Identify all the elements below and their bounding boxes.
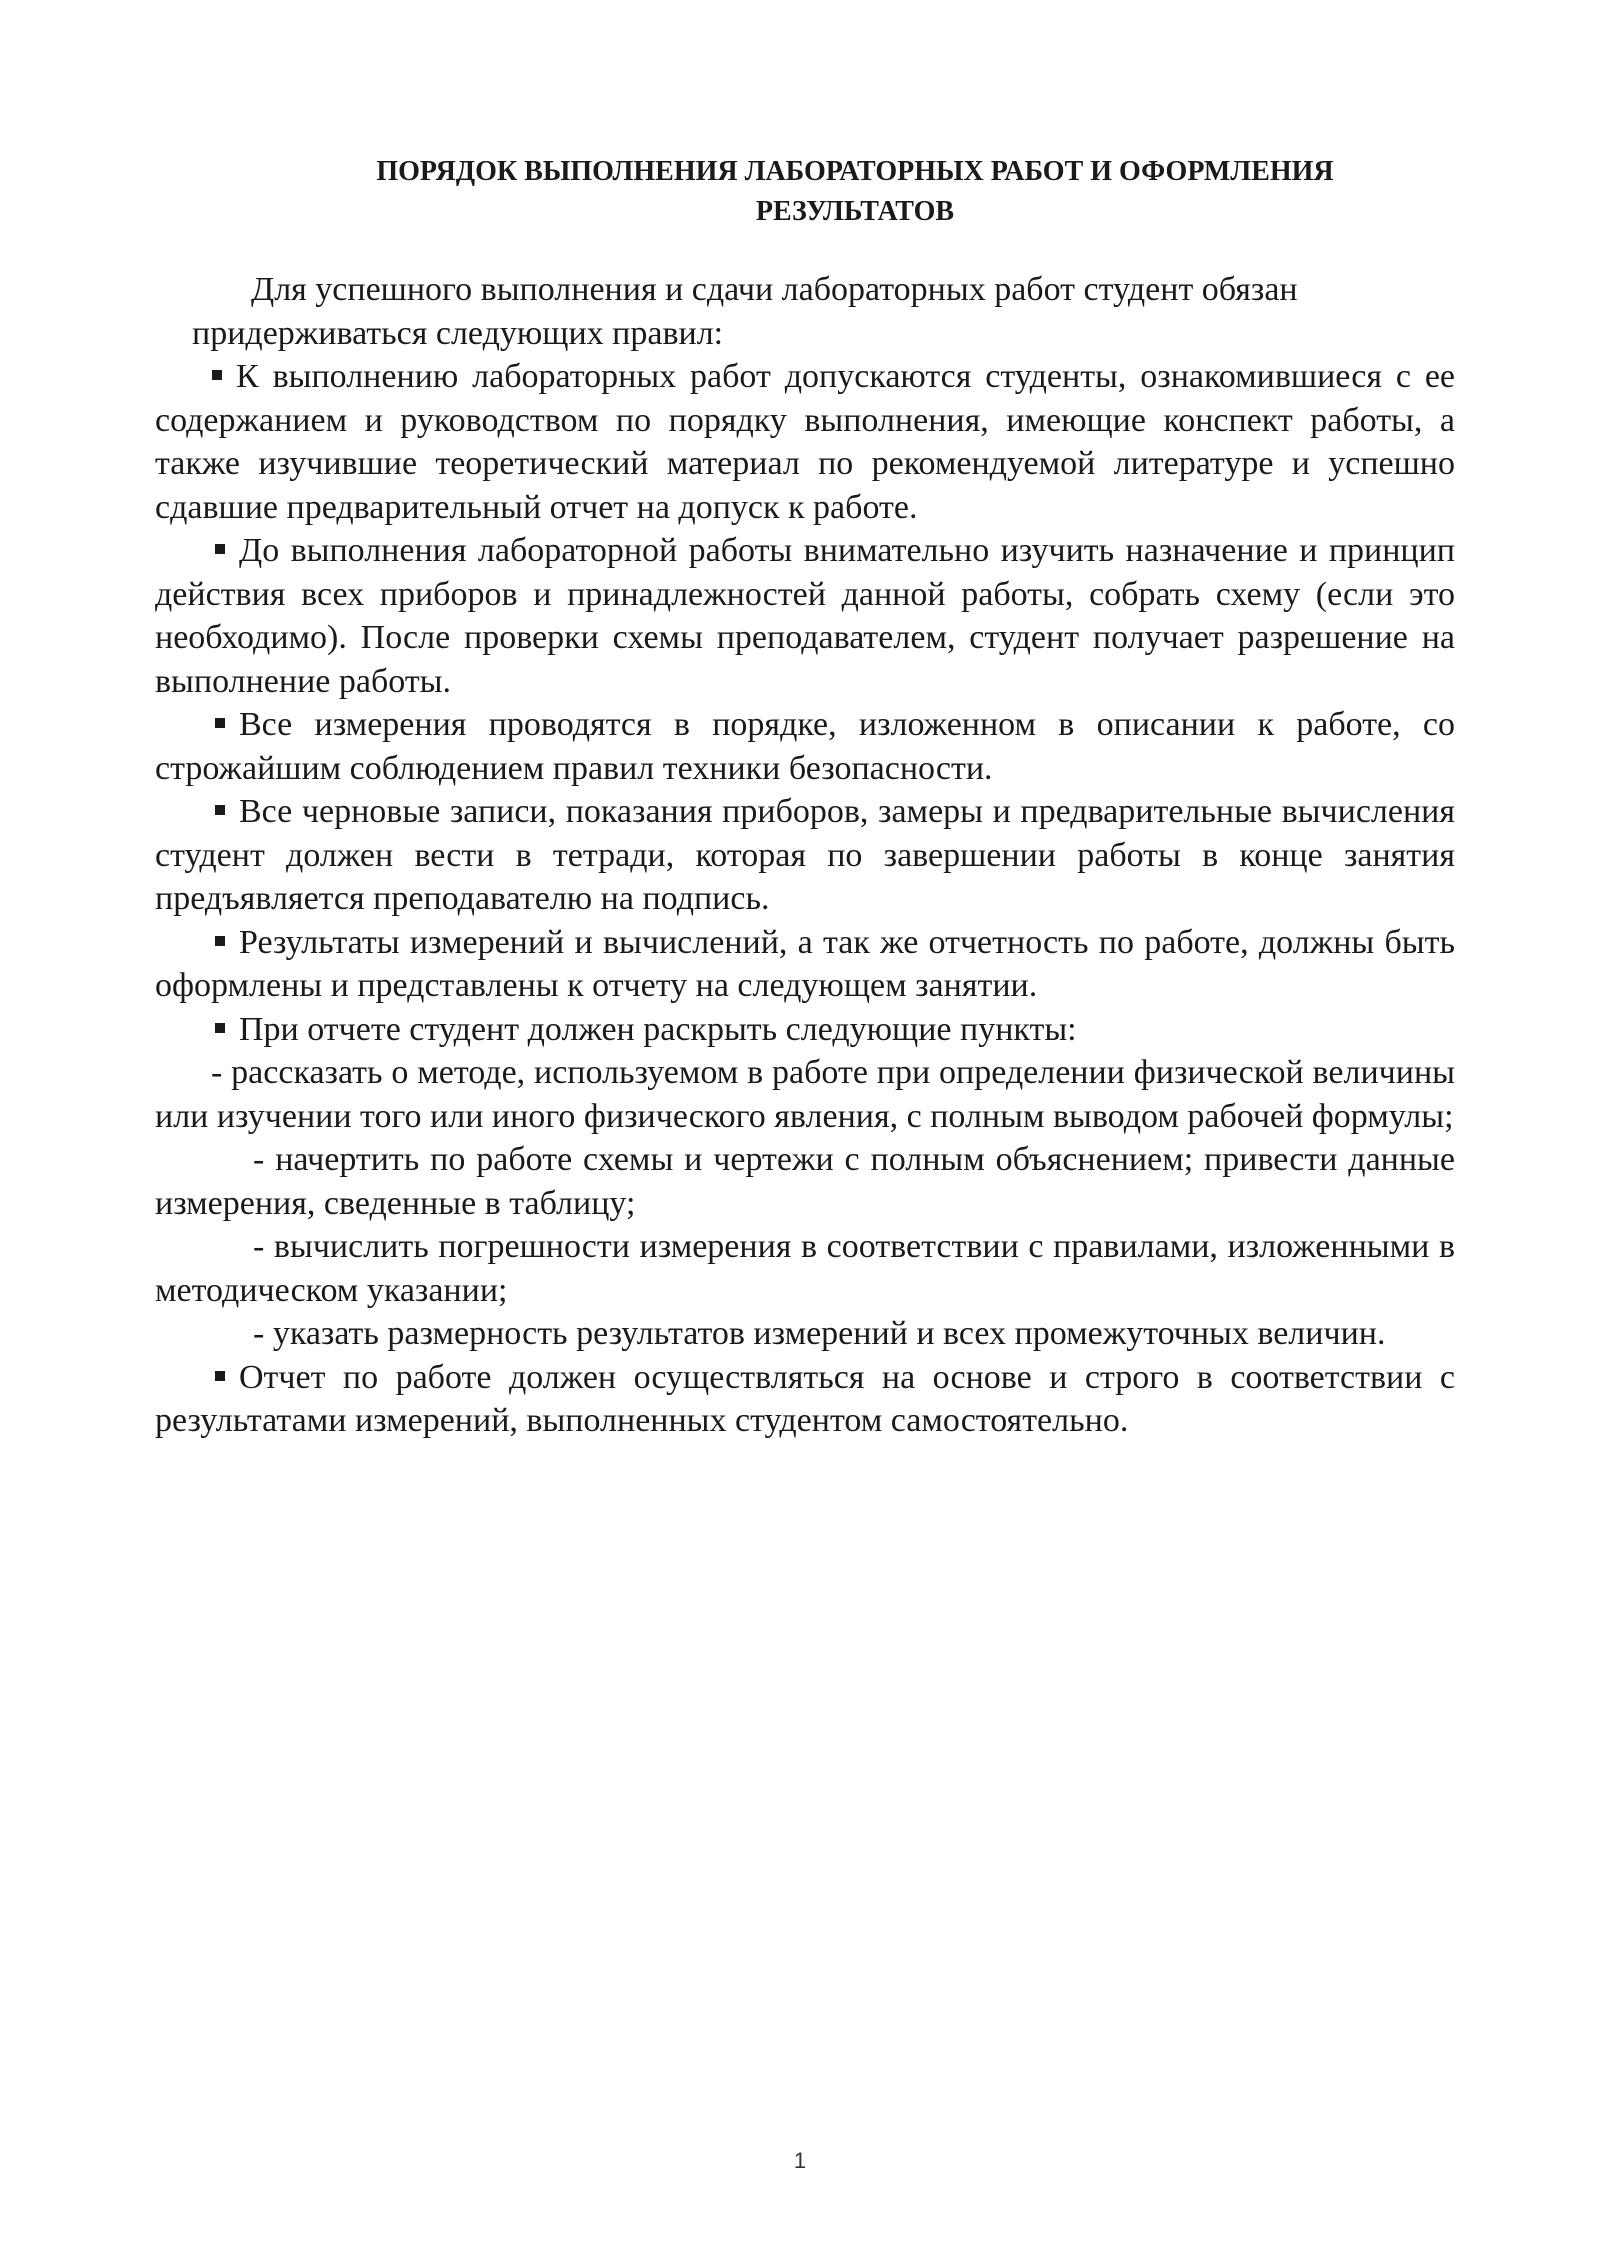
page-title — [150, 152, 1450, 232]
square-bullet-icon — [215, 805, 225, 815]
title-line-1: ПОРЯДОК ВЫПОЛНЕНИЯ ЛАБОРАТОРНЫХ РАБОТ И ОФОРМЛЕНИЯ — [376, 156, 1334, 187]
square-bullet-icon — [212, 370, 222, 380]
square-bullet-icon — [215, 718, 225, 728]
rule-item — [155, 1008, 1455, 1052]
page-number: 1 — [793, 2148, 807, 2173]
intro-paragraph-tail — [155, 312, 1455, 356]
final-rule-text: Отчет по работе должен осуществляться на основе и строго в соответствии с результатами измерений, выполненных студентом самостоятельно. — [155, 1358, 1455, 1439]
report-item — [155, 1312, 1455, 1356]
intro-line-2: придерживаться следующих правил: — [192, 314, 724, 352]
square-bullet-icon — [215, 1023, 225, 1033]
rule-text: При отчете студент должен раскрыть следующие пункты: — [239, 1010, 1077, 1048]
rule-item — [155, 529, 1455, 703]
report-item-text: - указать размерность результатов измерений и всех промежуточных величин. — [253, 1315, 1386, 1352]
report-item — [155, 1051, 1455, 1138]
rule-text: К выполнению лабораторных работ допускаются студенты, ознакомившиеся с ее содержанием и руководством по порядку выполнения, имеющие конспект работы, а также изучившие теоретический материал по рекомендуемой литературе и успешно сдавшие предварительный отчет на допуск к работе. — [155, 358, 1455, 526]
report-item — [155, 1225, 1455, 1312]
rule-text: Все измерения проводятся в порядке, изложенном в описании к работе, со строжайшим соблюдением правил техники безопасности. — [155, 706, 1455, 787]
square-bullet-icon — [215, 936, 225, 946]
rule-text: До выполнения лабораторной работы внимательно изучить назначение и принцип действия всех приборов и принадлежностей данной работы, собрать схему (если это необходимо). После проверки схемы преподавателем, студент получает разрешение на выполнение работы. — [155, 532, 1455, 700]
document-body — [155, 268, 1455, 1443]
rule-item — [155, 790, 1455, 921]
square-bullet-icon — [215, 1371, 225, 1381]
final-rule-item — [155, 1356, 1455, 1443]
rule-item — [155, 703, 1455, 790]
report-item-text: - начертить по работе схемы и чертежи с полным объяснением; привести данные измерения, сведенные в таблицу; — [155, 1141, 1455, 1222]
square-bullet-icon — [215, 544, 225, 554]
report-item — [155, 1138, 1455, 1225]
rule-item — [155, 921, 1455, 1008]
report-item-text: - вычислить погрешности измерения в соответствии с правилами, изложенными в методическом указании; — [155, 1228, 1455, 1309]
report-item-text: - рассказать о методе, используемом в работе при определении физической величины или изучении того или иного физического явления, с полным выводом рабочей формулы; — [155, 1054, 1455, 1135]
intro-line-1: Для успешного выполнения и сдачи лабораторных работ студент обязан — [251, 271, 1298, 308]
rule-item — [155, 355, 1455, 529]
intro-paragraph — [155, 268, 1455, 312]
title-line-2: РЕЗУЛЬТАТОВ — [755, 196, 955, 227]
rule-text: Результаты измерений и вычислений, а так же отчетность по работе, должны быть оформлены и представлены к отчету на следующем занятии. — [155, 923, 1455, 1004]
rule-text: Все черновые записи, показания приборов, замеры и предварительные вычисления студент должен вести в тетради, которая по завершении работы в конце занятия предъявляется преподавателю на подпись. — [155, 793, 1455, 917]
